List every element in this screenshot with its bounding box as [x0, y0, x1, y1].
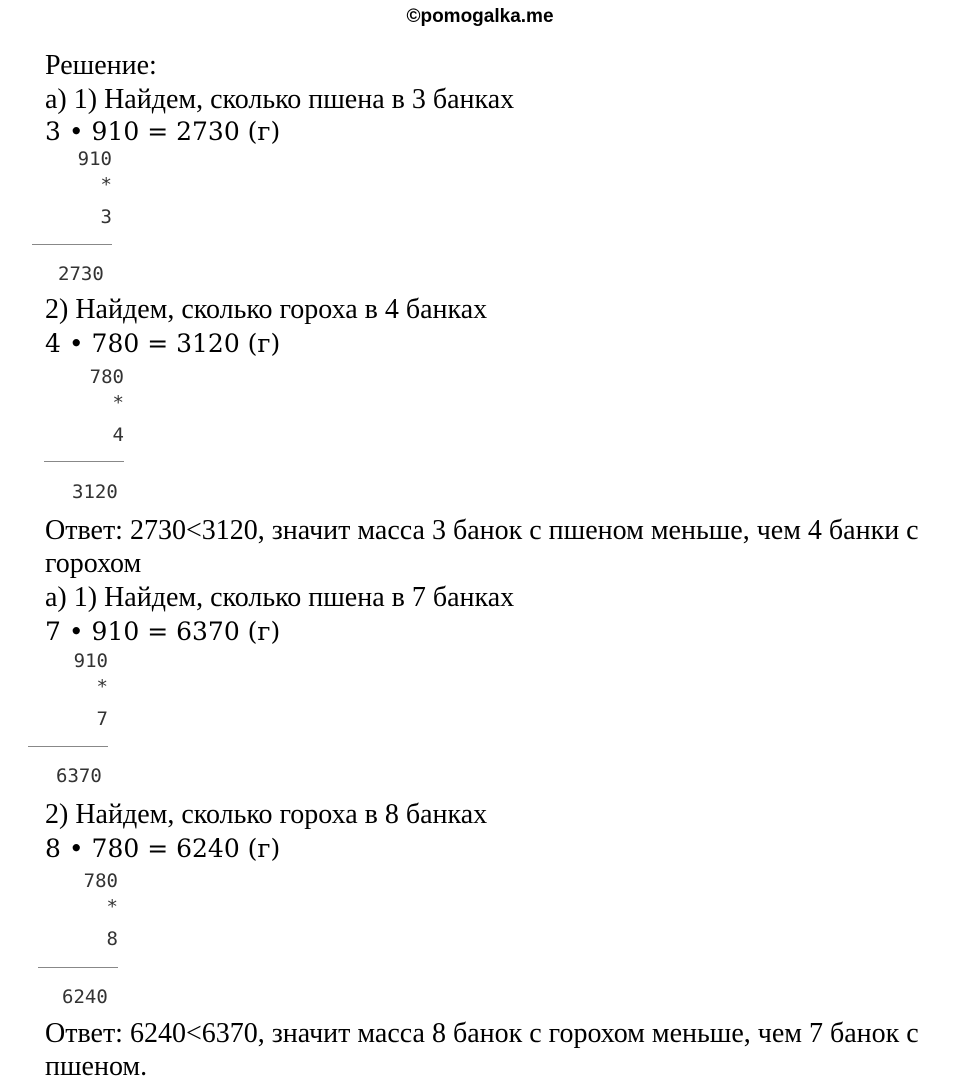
part-b-step1-title: а) 1) Найдем, сколько пшена в 7 банках — [45, 582, 515, 613]
part-b-step2-equation: 8 • 780 = 6240 (г) — [45, 834, 281, 863]
part-a-answer-line1: Ответ: 2730<3120, значит масса 3 банок с пшеном меньше, чем 4 банки с — [45, 515, 919, 546]
calc-operator: * — [100, 174, 112, 196]
part-a-step1-equation: 3 • 910 = 2730 (г) — [45, 117, 281, 146]
part-a-step1-title: а) 1) Найдем, сколько пшена в 3 банках — [45, 84, 515, 115]
part-a-step2-title: 2) Найдем, сколько гороха в 4 банках — [45, 294, 488, 325]
calc-top-operand: 910 — [73, 650, 108, 672]
calc-top-operand: 910 — [77, 148, 112, 170]
calc-result: 2730 — [58, 263, 104, 285]
calc-divider — [38, 967, 118, 968]
calc-divider — [28, 746, 108, 747]
part-b-answer-line2: пшеном. — [45, 1051, 148, 1082]
part-b-step2-title: 2) Найдем, сколько гороха в 8 банках — [45, 799, 488, 830]
calc-top-operand: 780 — [89, 366, 124, 388]
calc-top-operand: 780 — [83, 870, 118, 892]
calc-result: 6240 — [62, 986, 108, 1008]
part-a-step2-equation: 4 • 780 = 3120 (г) — [45, 329, 281, 358]
calc-operator: * — [106, 896, 118, 918]
calc-bottom-operand: 8 — [106, 928, 118, 950]
calc-result: 6370 — [56, 765, 102, 787]
calc-bottom-operand: 3 — [100, 206, 112, 228]
calc-divider — [44, 461, 124, 462]
calc-operator: * — [96, 676, 108, 698]
part-b-step1-equation: 7 • 910 = 6370 (г) — [45, 617, 281, 646]
calc-bottom-operand: 7 — [96, 708, 108, 730]
watermark: ©pomogalka.me — [406, 6, 554, 27]
solution-heading: Решение: — [45, 50, 157, 81]
part-b-answer-line1: Ответ: 6240<6370, значит масса 8 банок с горохом меньше, чем 7 банок с — [45, 1018, 919, 1049]
calc-operator: * — [112, 392, 124, 414]
calc-result: 3120 — [72, 481, 118, 503]
part-a-answer-line2: горохом — [45, 548, 142, 579]
calc-bottom-operand: 4 — [112, 424, 124, 446]
calc-divider — [32, 244, 112, 245]
